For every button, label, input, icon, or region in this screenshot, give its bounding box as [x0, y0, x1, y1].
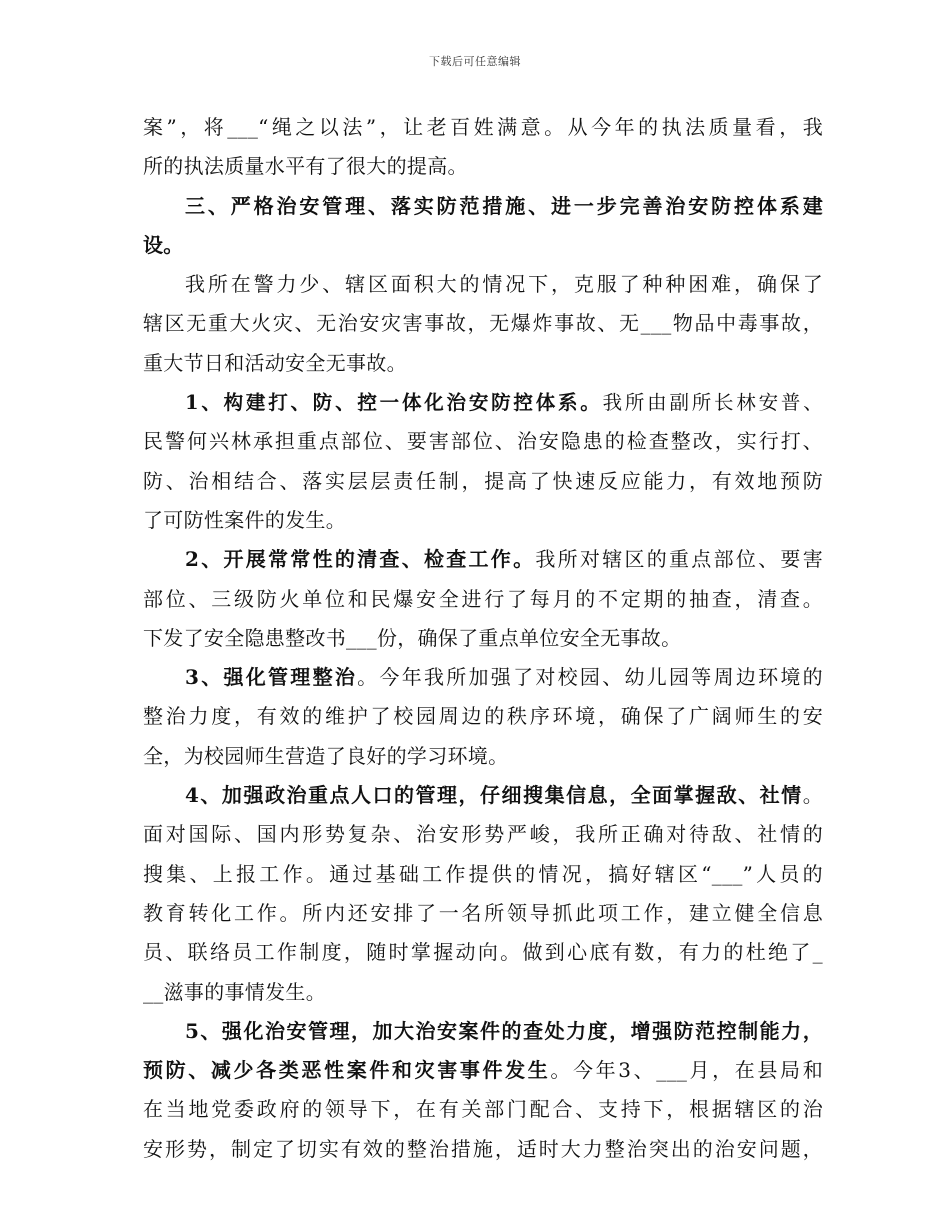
item-title: 4、加强政治重点人口的管理，仔细搜集信息，全面掌握敌、社情	[185, 783, 803, 808]
paragraph-line: 我所在警力少、辖区面积大的情况下，克服了种种困难，确保了	[185, 272, 823, 297]
paragraph-line: 下发了安全隐患整改书___份，确保了重点单位安全无事故。	[143, 625, 682, 650]
paragraph-line: 辖区无重大火灾、无治安灾害事故，无爆炸事故、无___物品中毒事故，	[143, 311, 823, 336]
paragraph-line: 案”，将___“绳之以法”，让老百姓满意。从今年的执法质量看，我	[143, 115, 823, 139]
paragraph-line: 2、开展常常性的清查、检查工作。我所对辖区的重点部位、要害	[185, 547, 823, 572]
paragraph-line: 防、治相结合、落实层层责任制，提高了快速反应能力，有效地预防	[143, 468, 823, 493]
paragraph-line: 面对国际、国内形势复杂、治安形势严峻，我所正确对待敌、社情的	[143, 822, 823, 847]
paragraph-line: 重大节日和活动安全无事故。	[143, 350, 407, 375]
item-title: 预防、减少各类恶性案件和灾害事件发生	[143, 1058, 551, 1083]
page-header: 下载后可任意编辑	[429, 55, 521, 68]
section-heading: 三、严格治安管理、落实防范措施、进一步完善治安防控体系建	[185, 193, 823, 218]
section-heading: 设。	[143, 232, 184, 257]
paragraph-line: 所的执法质量水平有了很大的提高。	[143, 154, 468, 179]
document-body	[143, 108, 823, 1169]
paragraph-line: 1、构建打、防、控一体化治安防控体系。我所由副所长林安普、	[185, 391, 823, 415]
paragraph-line: 预防、减少各类恶性案件和灾害事件发生。今年3、___月，在县局和	[143, 1058, 823, 1083]
paragraph-line: 员、联络员工作制度，随时掌握动向。做到心底有数，有力的杜绝了_	[143, 940, 823, 965]
item-title: 5、强化治安管理，加大治安案件的查处力度，增强防范控制能力，	[185, 1018, 823, 1043]
paragraph-line: 了可防性案件的发生。	[143, 507, 346, 532]
paragraph-line: __滋事的事情发生。	[143, 979, 326, 1004]
paragraph-line: 搜集、上报工作。通过基础工作提供的情况，搞好辖区“___”人员的	[143, 861, 823, 886]
paragraph-line: 教育转化工作。所内还安排了一名所领导抓此项工作，建立健全信息	[143, 900, 823, 925]
paragraph-line: 安形势，制定了切实有效的整治措施，适时大力整治突出的治安问题，	[143, 1136, 823, 1161]
item-title: 1、构建打、防、控一体化治安防控体系。	[185, 391, 603, 415]
item-title: 3、强化管理整治	[185, 665, 358, 690]
item-title: 2、开展常常性的清查、检查工作。	[185, 547, 536, 572]
paragraph-line: 部位、三级防火单位和民爆安全进行了每月的不定期的抽查，清查。	[143, 586, 823, 611]
paragraph-line: 全，为校园师生营造了良好的学习环境。	[143, 743, 509, 768]
paragraph-line: 整治力度，有效的维护了校园周边的秩序环境，确保了广阔师生的安	[143, 704, 823, 729]
paragraph-line: 3、强化管理整治。今年我所加强了对校园、幼儿园等周边环境的	[185, 665, 823, 690]
paragraph-line: 在当地党委政府的领导下，在有关部门配合、支持下，根据辖区的治	[143, 1097, 823, 1122]
paragraph-line	[143, 1012, 823, 1051]
paragraph-line: 民警何兴林承担重点部位、要害部位、治安隐患的检查整改，实行打、	[143, 429, 823, 454]
paragraph-line: 4、加强政治重点人口的管理，仔细搜集信息，全面掌握敌、社情。	[185, 783, 823, 808]
